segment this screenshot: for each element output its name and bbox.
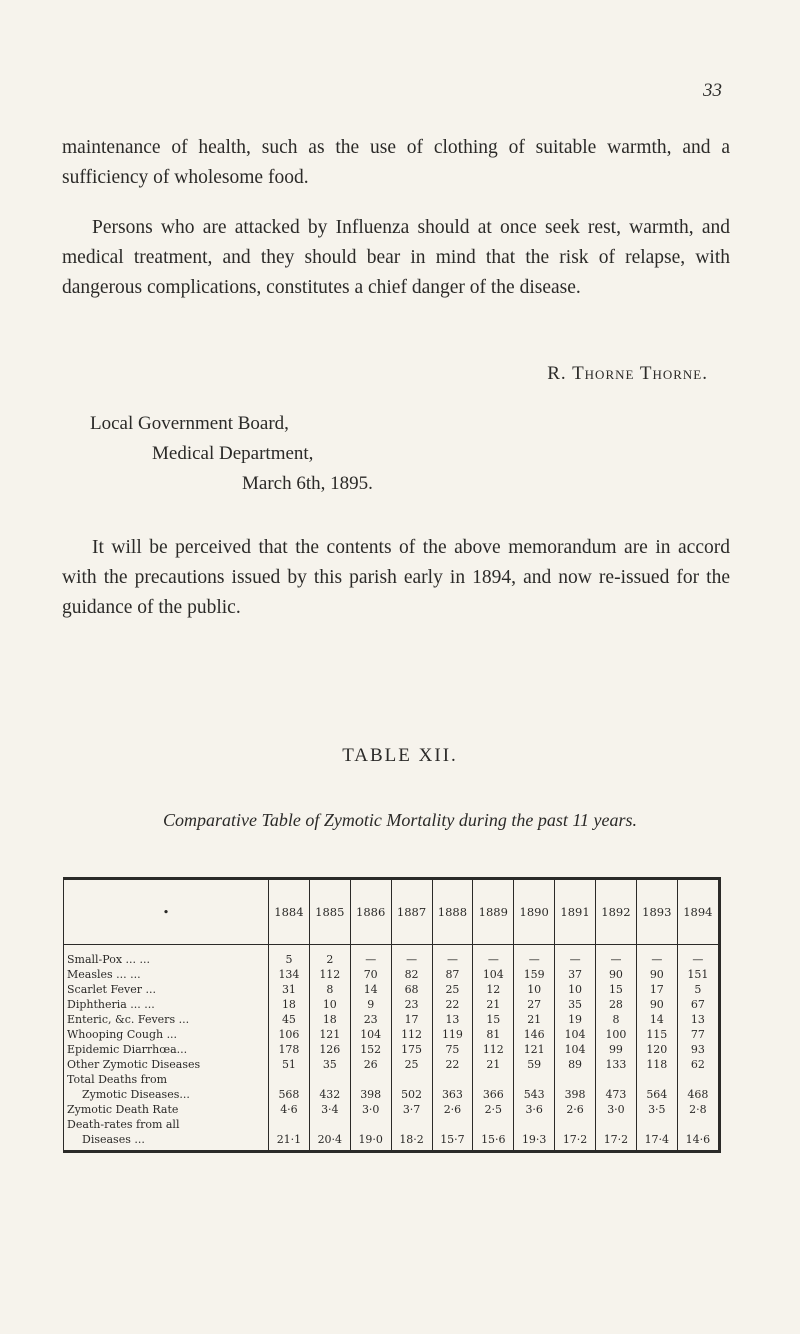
table-row <box>64 1042 720 1057</box>
table-cell: 28 <box>596 997 637 1012</box>
table-cell: 366 <box>473 1087 514 1102</box>
table-cell: 90 <box>636 967 677 982</box>
table-cell-empty <box>636 1072 677 1087</box>
table-cell: 14 <box>350 982 391 997</box>
table-cell-empty <box>473 1072 514 1087</box>
table-cell: 5 <box>677 982 719 997</box>
table-row <box>64 1117 720 1132</box>
table-cell: 18·2 <box>391 1132 432 1152</box>
row-label: Other Zymotic Diseases <box>67 1058 201 1071</box>
table-cell: 4·6 <box>269 1102 310 1117</box>
table-cell: 19 <box>555 1012 596 1027</box>
table-cell: 15 <box>473 1012 514 1027</box>
table-row <box>64 982 720 997</box>
row-label: Measles ... ... <box>67 968 141 981</box>
table-cell: 3·5 <box>636 1102 677 1117</box>
table-cell: 14 <box>636 1012 677 1027</box>
table-cell: 18 <box>269 997 310 1012</box>
table-cell: — <box>555 945 596 968</box>
table-cell: 10 <box>514 982 555 997</box>
table-cell: — <box>596 945 637 968</box>
table-cell: 120 <box>636 1042 677 1057</box>
paragraph-continuation: maintenance of health, such as the use of clothing of suitable warmth, and a sufficiency of wholesome food. <box>62 137 730 188</box>
address-date: March 6th, 1895. <box>242 473 373 494</box>
table-cell: 15·7 <box>432 1132 473 1152</box>
table-cell: 21·1 <box>269 1132 310 1152</box>
table-cell-empty <box>309 1117 350 1132</box>
table-cell-empty <box>350 1117 391 1132</box>
table-cell: 18 <box>309 1012 350 1027</box>
table-cell: 99 <box>596 1042 637 1057</box>
table-cell-empty <box>473 1117 514 1132</box>
table-cell: 8 <box>309 982 350 997</box>
table-cell: 119 <box>432 1027 473 1042</box>
table-cell: 90 <box>636 997 677 1012</box>
table-cell: 104 <box>555 1042 596 1057</box>
row-label: Small-Pox ... ... <box>67 953 151 966</box>
table-cell: 133 <box>596 1057 637 1072</box>
table-cell: 17·2 <box>596 1132 637 1152</box>
table-cell: — <box>636 945 677 968</box>
table-cell-empty <box>514 1117 555 1132</box>
table-cell: 10 <box>309 997 350 1012</box>
table-cell-empty <box>391 1117 432 1132</box>
table-cell: 2·8 <box>677 1102 719 1117</box>
table-cell: 112 <box>391 1027 432 1042</box>
table-cell: 2·6 <box>555 1102 596 1117</box>
table-cell: 432 <box>309 1087 350 1102</box>
table-cell: 568 <box>269 1087 310 1102</box>
table-cell: 468 <box>677 1087 719 1102</box>
table-cell: 59 <box>514 1057 555 1072</box>
table-cell: 3·6 <box>514 1102 555 1117</box>
table-cell: 17·2 <box>555 1132 596 1152</box>
table-cell: — <box>514 945 555 968</box>
table-row <box>64 1057 720 1072</box>
table-header-row <box>64 879 720 945</box>
year-header: 1886 <box>350 879 391 945</box>
table-cell: 118 <box>636 1057 677 1072</box>
table-cell: 106 <box>269 1027 310 1042</box>
table-caption: Comparative Table of Zymotic Mortality during the past 11 years. <box>163 810 637 830</box>
year-header: 1892 <box>596 879 637 945</box>
signature: R. Thorne Thorne. <box>547 363 708 384</box>
table-cell: 23 <box>391 997 432 1012</box>
year-header: 1891 <box>555 879 596 945</box>
table-cell: 51 <box>269 1057 310 1072</box>
table-cell: 3·4 <box>309 1102 350 1117</box>
table-cell: 104 <box>473 967 514 982</box>
table-cell: 22 <box>432 1057 473 1072</box>
table-cell: 75 <box>432 1042 473 1057</box>
table-cell: — <box>677 945 719 968</box>
table-cell-empty <box>514 1072 555 1087</box>
table-cell: 25 <box>391 1057 432 1072</box>
table-cell: 146 <box>514 1027 555 1042</box>
row-label: Whooping Cough ... <box>67 1028 178 1041</box>
table-row <box>64 945 720 968</box>
table-cell: 9 <box>350 997 391 1012</box>
table-cell-empty <box>432 1117 473 1132</box>
table-cell: 5 <box>269 945 310 968</box>
year-header: 1889 <box>473 879 514 945</box>
table-cell: 27 <box>514 997 555 1012</box>
table-cell: 81 <box>473 1027 514 1042</box>
table-title: TABLE XII. <box>342 745 458 766</box>
table-cell-empty <box>309 1072 350 1087</box>
table-cell: 70 <box>350 967 391 982</box>
table-cell: 17·4 <box>636 1132 677 1152</box>
table-cell-empty <box>391 1072 432 1087</box>
table-cell-empty <box>596 1072 637 1087</box>
table-cell-empty <box>269 1117 310 1132</box>
address-line-2: Medical Department, <box>152 443 314 464</box>
table-cell: 543 <box>514 1087 555 1102</box>
table-row <box>64 1027 720 1042</box>
table-cell-empty <box>677 1072 719 1087</box>
table-cell: 3·7 <box>391 1102 432 1117</box>
table-cell: 19·0 <box>350 1132 391 1152</box>
table-cell: 3·0 <box>596 1102 637 1117</box>
table-cell-empty <box>596 1117 637 1132</box>
table-cell: 93 <box>677 1042 719 1057</box>
table-cell: 21 <box>514 1012 555 1027</box>
table-cell: 502 <box>391 1087 432 1102</box>
table-cell: 363 <box>432 1087 473 1102</box>
table-cell: 14·6 <box>677 1132 719 1152</box>
year-header: 1893 <box>636 879 677 945</box>
table-row <box>64 1102 720 1117</box>
table-cell: 62 <box>677 1057 719 1072</box>
row-label: Scarlet Fever ... <box>67 983 156 996</box>
table-cell: 23 <box>350 1012 391 1027</box>
table-cell-empty <box>555 1117 596 1132</box>
table-row <box>64 967 720 982</box>
row-label: Total Deaths from <box>67 1073 168 1086</box>
zymotic-mortality-table <box>63 877 721 1153</box>
table-cell: 13 <box>677 1012 719 1027</box>
table-cell: 25 <box>432 982 473 997</box>
row-label: Death-rates from all <box>67 1118 180 1131</box>
table-cell-empty <box>677 1117 719 1132</box>
table-cell: 175 <box>391 1042 432 1057</box>
table-cell: 13 <box>432 1012 473 1027</box>
table-cell: 126 <box>309 1042 350 1057</box>
table-cell: 398 <box>350 1087 391 1102</box>
table-cell: 2·6 <box>432 1102 473 1117</box>
table-cell: 104 <box>555 1027 596 1042</box>
table-cell: 87 <box>432 967 473 982</box>
table-cell: 8 <box>596 1012 637 1027</box>
table-cell-empty <box>269 1072 310 1087</box>
table-cell: 121 <box>309 1027 350 1042</box>
table-cell: 398 <box>555 1087 596 1102</box>
year-header: 1884 <box>269 879 310 945</box>
table-cell: — <box>473 945 514 968</box>
table-cell: 82 <box>391 967 432 982</box>
year-header: 1887 <box>391 879 432 945</box>
table-cell: 67 <box>677 997 719 1012</box>
table-cell: 2·5 <box>473 1102 514 1117</box>
table-cell-empty <box>432 1072 473 1087</box>
table-cell: 26 <box>350 1057 391 1072</box>
table-cell: 104 <box>350 1027 391 1042</box>
table-cell: 112 <box>309 967 350 982</box>
row-label: Diphtheria ... ... <box>67 998 155 1011</box>
paragraph-memorandum-note: It will be perceived that the contents of the above memorandum are in accord with the precautions issued by this parish early in 1894, and now re-issued for the guidance of the public. <box>62 537 730 618</box>
row-label: Zymotic Death Rate <box>67 1103 179 1116</box>
table-cell: 3·0 <box>350 1102 391 1117</box>
table-cell: 473 <box>596 1087 637 1102</box>
table-cell: 100 <box>596 1027 637 1042</box>
year-header: 1888 <box>432 879 473 945</box>
table-row <box>64 1072 720 1087</box>
table-cell: 15 <box>596 982 637 997</box>
table-cell: 2 <box>309 945 350 968</box>
table-cell: 89 <box>555 1057 596 1072</box>
table-cell: 134 <box>269 967 310 982</box>
table-cell: 35 <box>555 997 596 1012</box>
table-cell: 15·6 <box>473 1132 514 1152</box>
table-row <box>64 997 720 1012</box>
table-cell: — <box>432 945 473 968</box>
table-cell: 115 <box>636 1027 677 1042</box>
table-cell: 121 <box>514 1042 555 1057</box>
table-cell: 77 <box>677 1027 719 1042</box>
row-label: Diseases ... <box>82 1133 145 1146</box>
table-cell: 17 <box>636 982 677 997</box>
row-label: Enteric, &c. Fevers ... <box>67 1013 190 1026</box>
table-cell: 19·3 <box>514 1132 555 1152</box>
table-cell: 17 <box>391 1012 432 1027</box>
page-number: 33 <box>703 80 722 101</box>
table-cell: 37 <box>555 967 596 982</box>
table-cell: 12 <box>473 982 514 997</box>
address-line-1: Local Government Board, <box>90 413 289 434</box>
table-row <box>64 1012 720 1027</box>
table-corner-cell: • <box>64 879 269 945</box>
table-cell: 151 <box>677 967 719 982</box>
table-row <box>64 1087 720 1102</box>
table-cell-empty <box>350 1072 391 1087</box>
table-row <box>64 1132 720 1152</box>
table-cell: 159 <box>514 967 555 982</box>
year-header: 1894 <box>677 879 719 945</box>
table-cell: 22 <box>432 997 473 1012</box>
table-cell: 35 <box>309 1057 350 1072</box>
table-cell: 21 <box>473 1057 514 1072</box>
table-cell: 31 <box>269 982 310 997</box>
table-cell: — <box>350 945 391 968</box>
year-header: 1885 <box>309 879 350 945</box>
table-cell: 564 <box>636 1087 677 1102</box>
table-cell: 10 <box>555 982 596 997</box>
table-cell: — <box>391 945 432 968</box>
table-cell: 68 <box>391 982 432 997</box>
table-body <box>64 945 720 1152</box>
row-label: Epidemic Diarrhœa... <box>67 1043 188 1056</box>
table-cell: 152 <box>350 1042 391 1057</box>
table-cell: 112 <box>473 1042 514 1057</box>
table-cell: 178 <box>269 1042 310 1057</box>
table-cell: 20·4 <box>309 1132 350 1152</box>
row-label: Zymotic Diseases... <box>82 1088 190 1101</box>
paragraph-influenza-advice: Persons who are attacked by Influenza should at once seek rest, warmth, and medical treatment, and they should bear in mind that the risk of relapse, with dangerous complications, constitutes a chief danger of the disease. <box>62 217 730 298</box>
table-cell: 45 <box>269 1012 310 1027</box>
year-header: 1890 <box>514 879 555 945</box>
table-cell: 90 <box>596 967 637 982</box>
table-cell: 21 <box>473 997 514 1012</box>
table-cell-empty <box>636 1117 677 1132</box>
table-cell-empty <box>555 1072 596 1087</box>
